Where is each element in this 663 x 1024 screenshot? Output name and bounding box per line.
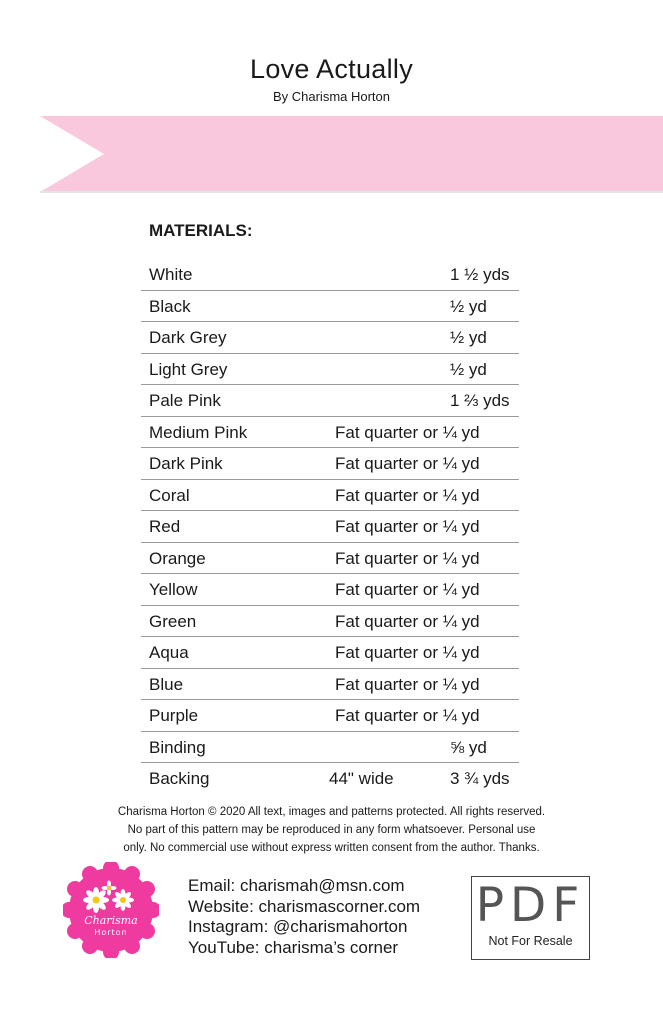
material-note: Fat quarter or ¼ yd (335, 580, 480, 599)
pink-ribbon-banner (40, 116, 663, 194)
material-row (141, 511, 519, 543)
material-name: Black (149, 296, 191, 316)
copyright-line: Charisma Horton © 2020 All text, images and patterns protected. All rights reserved. (117, 806, 546, 818)
material-quantity: ½ yd (450, 359, 487, 379)
material-note: Fat quarter or ¼ yd (335, 485, 480, 505)
material-row (141, 700, 519, 732)
pdf-not-for-resale-badge (471, 876, 590, 960)
material-row (141, 606, 519, 638)
material-note: Fat quarter or ¼ yd (335, 517, 480, 536)
material-quantity: ½ yd (450, 328, 487, 347)
logo-text: Horton (94, 928, 128, 937)
material-row (141, 543, 519, 575)
material-note: Fat quarter or ¼ yd (335, 548, 480, 568)
material-note: Fat quarter or ¼ yd (335, 422, 480, 442)
material-row (141, 669, 519, 701)
material-name: Pale Pink (149, 391, 221, 410)
material-name: Yellow (149, 580, 198, 599)
material-name: Purple (149, 706, 199, 725)
materials-table (141, 259, 519, 794)
material-row (141, 385, 519, 417)
material-name: Backing (149, 769, 210, 788)
material-name: Green (149, 611, 197, 631)
material-row (141, 448, 519, 480)
material-quantity: 1 ½ yds (450, 265, 510, 284)
pdf-label: PDF (475, 878, 586, 933)
material-quantity: ⅝ yd (450, 737, 487, 757)
material-name: Medium Pink (149, 422, 248, 442)
copyright-notice (0, 803, 663, 857)
material-note: Fat quarter or ¼ yd (335, 643, 480, 662)
material-name: Dark Pink (149, 454, 223, 473)
contact-instagram[interactable]: Instagram: @charismahorton (188, 917, 408, 936)
material-row (141, 732, 519, 764)
contact-website[interactable]: Website: charismascorner.com (188, 896, 421, 916)
material-width: 44" wide (329, 769, 394, 788)
material-name: Light Grey (149, 359, 228, 379)
material-name: Binding (149, 737, 206, 757)
material-quantity: 3 ¾ yds (450, 769, 510, 788)
material-row (141, 574, 519, 606)
material-note: Fat quarter or ¼ yd (335, 454, 480, 473)
materials-heading: MATERIALS: (149, 221, 253, 240)
material-row (141, 259, 519, 291)
material-row (141, 322, 519, 354)
material-note: Fat quarter or ¼ yd (335, 674, 480, 694)
contact-info (188, 876, 420, 958)
material-row (141, 637, 519, 669)
material-row (141, 480, 519, 512)
material-row (141, 763, 519, 794)
contact-email[interactable]: Email: charismah@msn.com (188, 876, 405, 895)
pattern-byline: By Charisma Horton (272, 89, 391, 104)
copyright-line: No part of this pattern may be reproduced in any form whatsoever. Personal use (127, 824, 536, 836)
material-name: Aqua (149, 643, 189, 662)
material-name: White (149, 265, 193, 284)
pattern-title: Love Actually (250, 54, 413, 84)
contact-youtube[interactable]: YouTube: charisma’s corner (188, 937, 399, 957)
material-note: Fat quarter or ¼ yd (335, 706, 480, 725)
copyright-line: only. No commercial use without express written consent from the author. Thanks. (123, 842, 540, 854)
not-for-resale-label: Not For Resale (488, 934, 573, 948)
logo-text: Charisma (84, 914, 138, 927)
material-note: Fat quarter or ¼ yd (335, 611, 480, 631)
ribbon-shape (40, 116, 663, 192)
material-name: Dark Grey (149, 328, 227, 347)
material-row (141, 354, 519, 386)
material-quantity: ½ yd (450, 296, 487, 316)
material-quantity: 1 ⅔ yds (450, 391, 510, 410)
material-name: Orange (149, 548, 206, 568)
material-name: Coral (149, 485, 190, 505)
charisma-horton-logo (63, 862, 159, 958)
material-row (141, 417, 519, 449)
material-name: Red (149, 517, 181, 536)
material-name: Blue (149, 674, 184, 694)
material-row (141, 291, 519, 323)
